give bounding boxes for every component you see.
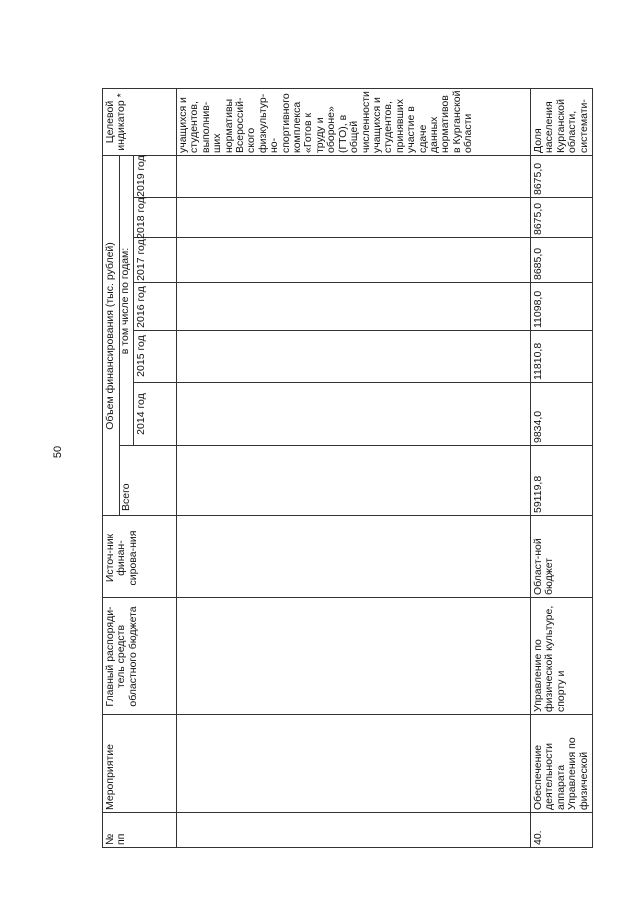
continuation-bottom-rule [530,88,531,848]
col-rule-6 [133,382,592,383]
page-number: 50 [52,445,64,459]
col-rule-1 [102,812,592,813]
row-num: 40. [532,830,544,845]
header-year-2017: 2017 год [135,239,147,281]
header-manager: Главный распоряди-тель средств областного бюджета [104,606,139,707]
header-year-2016: 2016 год [135,286,147,328]
row-source: Област-ной бюджет [532,538,556,595]
header-num: № пп [104,833,128,845]
by-years-rule [133,156,134,446]
col-rule-10 [133,197,592,198]
row-event: Обеспечение деятельности аппарата Управления по физической [532,737,590,810]
col-rule-9 [133,237,592,238]
col-rule-4 [102,515,592,516]
header-indicator: Целевой индикатор * [104,93,128,151]
col-rule-8 [133,282,592,283]
financing-table [102,88,592,848]
header-by-years: в том числе по годам: [119,247,131,355]
col-rule-2 [102,714,592,715]
row-value-2015: 11810,8 [532,342,544,380]
row-manager: Управление по физической культуре, спорту и [532,605,567,712]
row-value-2017: 8685,0 [532,247,544,280]
col-rule-5 [119,445,592,446]
header-source: Источ-ник финан-сирова-ния [104,530,139,586]
header-year-2015: 2015 год [135,335,147,377]
row-indicator: Доля населения Курганской области, системати- [532,99,590,153]
table-border-left [102,847,592,848]
header-funding-title: Объем финансирования (тыс. рублей) [104,242,116,430]
col-rule-11 [102,155,592,156]
row-total: 59119,8 [532,475,544,513]
row-value-2016: 11098,0 [532,290,544,328]
header-bottom-rule [176,88,177,848]
row-value-2019: 8675,0 [532,162,544,195]
row-value-2018: 8675,0 [532,202,544,235]
continued-indicator-text: учащихся и студентов, выполнив-ших нормативы Всероссий-ского физкультур-но-спортивного комплекса «Готов к труду и обороне» (ГТО), в общей численности учащихся и студентов, принявших участие в сдаче данных нормативов в Курганской области [177,90,475,153]
header-year-2014: 2014 год [135,393,147,435]
col-rule-3 [102,597,592,598]
header-year-2018: 2018 год [135,197,147,239]
table-border-top [102,88,103,848]
header-total: Всего [120,483,132,511]
header-year-2019: 2019 год [135,155,147,197]
col-rule-7 [133,330,592,331]
row-value-2014: 9834,0 [532,410,544,443]
table-border-bottom [592,88,593,848]
header-event: Мероприятие [104,744,116,810]
